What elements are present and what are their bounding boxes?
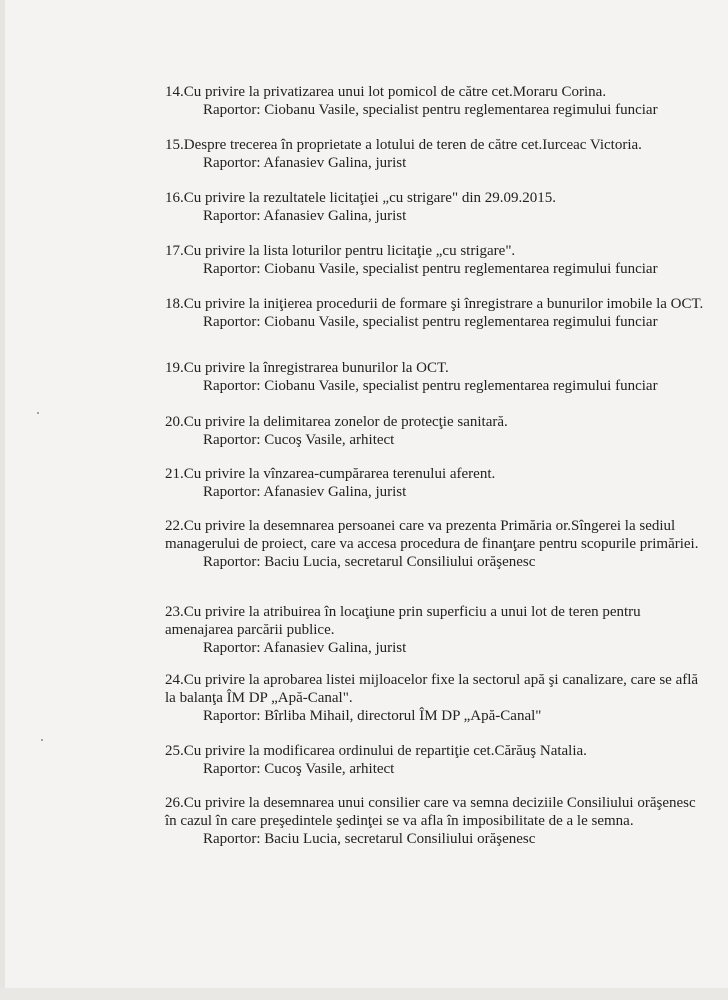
item-number: 24.: [165, 672, 184, 688]
item-number: 25.: [165, 743, 184, 759]
item-text: Cu privire la privatizarea unui lot pomicol de către cet.Moraru Corina.: [183, 84, 607, 100]
agenda-item-26: [165, 794, 705, 848]
scan-speck: [37, 412, 39, 414]
item-raportor: Raportor: Ciobanu Vasile, specialist pentru reglementarea regimului funciar: [203, 102, 658, 118]
item-text: Cu privire la delimitarea zonelor de protecţie sanitară.: [183, 414, 508, 430]
item-raportor: Raportor: Ciobanu Vasile, specialist pentru reglementarea regimului funciar: [203, 314, 658, 330]
item-text: Cu privire la înregistrarea bunurilor la OCT.: [183, 360, 449, 376]
item-number: 18.: [165, 296, 184, 312]
agenda-item-18: [165, 295, 705, 331]
agenda-item-25: [165, 742, 705, 778]
item-raportor: Raportor: Afanasiev Galina, jurist: [203, 484, 407, 500]
scan-left-edge: [0, 0, 5, 1000]
item-raportor: Raportor: Baciu Lucia, secretarul Consiliului orăşenesc: [203, 831, 536, 847]
agenda-item-14: [165, 83, 705, 119]
item-text: Cu privire la vînzarea-cumpărarea terenului aferent.: [183, 466, 496, 482]
scan-bottom-edge: [0, 988, 728, 1000]
item-raportor: Raportor: Cucoş Vasile, arhitect: [203, 761, 395, 777]
item-raportor: Raportor: Afanasiev Galina, jurist: [203, 640, 407, 656]
item-number: 14.: [165, 84, 184, 100]
item-raportor: Raportor: Afanasiev Galina, jurist: [203, 208, 407, 224]
item-text: Cu privire la desemnarea unui consilier care va semna deciziile Consiliului orăşenesc în cazul în care preşedintele şedinţei se va afla în imposibilitate de a le semna.: [165, 795, 696, 829]
item-raportor: Raportor: Ciobanu Vasile, specialist pentru reglementarea regimului funciar: [203, 378, 658, 394]
item-text: Despre trecerea în proprietate a lotului de teren de către cet.Iurceac Victoria.: [183, 137, 642, 153]
item-text: Cu privire la desemnarea persoanei care va prezenta Primăria or.Sîngerei la sediul managerului de proiect, care va accesa procedura de finanţare pentru scopurile primăriei.: [165, 518, 699, 552]
item-number: 22.: [165, 518, 184, 534]
agenda-item-15: [165, 136, 705, 172]
item-number: 21.: [165, 466, 184, 482]
item-raportor: Raportor: Baciu Lucia, secretarul Consiliului orăşenesc: [203, 554, 536, 570]
agenda-item-19: [165, 359, 705, 395]
item-text: Cu privire la lista loturilor pentru licitaţie „cu strigare".: [183, 243, 516, 259]
item-raportor: Raportor: Afanasiev Galina, jurist: [203, 155, 407, 171]
item-number: 26.: [165, 795, 184, 811]
agenda-item-23: [165, 603, 705, 657]
agenda-item-22: [165, 517, 705, 571]
agenda-item-16: [165, 189, 705, 225]
item-text: Cu privire la modificarea ordinului de repartiţie cet.Cărăuş Natalia.: [183, 743, 587, 759]
item-raportor: Raportor: Ciobanu Vasile, specialist pentru reglementarea regimului funciar: [203, 261, 658, 277]
item-number: 15.: [165, 137, 184, 153]
agenda-item-20: [165, 413, 705, 449]
item-text: Cu privire la aprobarea listei mijloacelor fixe la sectorul apă şi canalizare, care se află la balanţa ÎM DP „Apă-Canal".: [165, 672, 699, 706]
scan-speck: [41, 739, 43, 741]
item-raportor: Raportor: Cucoş Vasile, arhitect: [203, 432, 395, 448]
agenda-item-17: [165, 242, 705, 278]
item-text: Cu privire la rezultatele licitaţiei „cu strigare" din 29.09.2015.: [183, 190, 556, 206]
agenda-item-21: [165, 465, 705, 501]
item-raportor: Raportor: Bîrliba Mihail, directorul ÎM DP „Apă-Canal": [203, 708, 542, 724]
item-number: 20.: [165, 414, 184, 430]
agenda-item-24: [165, 671, 705, 725]
item-number: 16.: [165, 190, 184, 206]
item-number: 23.: [165, 604, 184, 620]
item-text: Cu privire la iniţierea procedurii de formare şi înregistrare a bunurilor imobile la OCT.: [183, 296, 704, 312]
item-text: Cu privire la atribuirea în locaţiune prin superficiu a unui lot de teren pentru amenajarea parcării publice.: [165, 604, 641, 638]
item-number: 19.: [165, 360, 184, 376]
item-number: 17.: [165, 243, 184, 259]
